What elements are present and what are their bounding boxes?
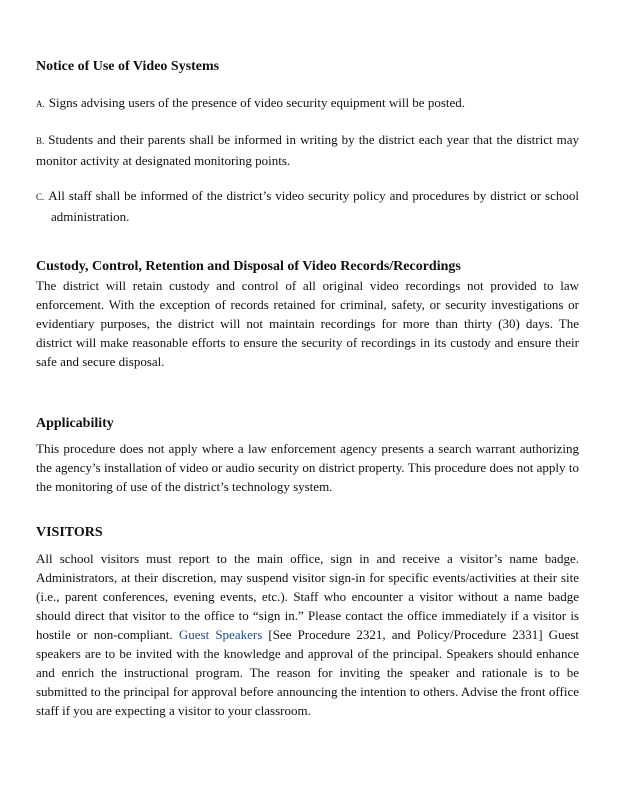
notice-section bbox=[36, 57, 579, 76]
guest-speakers-link[interactable]: Guest Speakers bbox=[178, 627, 263, 642]
item-text: Signs advising users of the presence of video security equipment will be posted. bbox=[48, 95, 466, 110]
visitors-section bbox=[36, 523, 579, 720]
visitors-body-part2: [See Procedure 2321, and Policy/Procedure 2331] Guest speakers are to be invited with the knowledge and approval of the principal. Speakers should enhance and enrich the instructional program. The reason for inviting the speaker and rationale is to be submitted to the principal for approval before announcing the intention to others. Advise the front office staff if you are expecting a visitor to your classroom. bbox=[36, 627, 580, 718]
item-text: Students and their parents shall be informed in writing by the district each year that the district may monitor activity at designated monitoring points. bbox=[36, 132, 579, 168]
notice-heading: Notice of Use of Video Systems bbox=[36, 59, 220, 74]
applicability-body: This procedure does not apply where a law enforcement agency presents a search warrant authorizing the agency’s installation of video or audio security on district property. This procedure does not apply to the monitoring of use of the district’s technology system. bbox=[36, 441, 579, 494]
notice-item-c bbox=[36, 186, 579, 226]
visitors-heading: VISITORS bbox=[36, 525, 103, 540]
applicability-heading: Applicability bbox=[36, 416, 114, 431]
item-text: All staff shall be informed of the district’s video security policy and procedures by district or school administration. bbox=[48, 188, 579, 224]
applicability-section bbox=[36, 414, 579, 496]
custody-section bbox=[36, 257, 579, 371]
visitors-body bbox=[36, 549, 579, 720]
item-marker: B. bbox=[36, 136, 45, 146]
custody-body: The district will retain custody and control of all original video recordings not provided to law enforcement. With the exception of records retained for criminal, safety, or security investigations or evidentiary purposes, the district will not maintain recordings for more than thirty (30) days. The district will make reasonable efforts to ensure the security of recordings in its custody and ensure their safe and secure disposal. bbox=[36, 278, 579, 369]
visitors-body-part1: All school visitors must report to the main office, sign in and receive a visitor’s name badge. Administrators, at their discretion, may suspend visitor sign-in for specific events/activities at their site (i.e., parent conferences, evening events, etc.). Staff who encounter a visitor without a name badge should direct that visitor to the office to “sign in.” Please contact the office immediately if a visitor is hostile or non-compliant. bbox=[36, 551, 579, 642]
custody-heading: Custody, Control, Retention and Disposal of Video Records/Recordings bbox=[36, 259, 461, 274]
item-marker: A. bbox=[36, 99, 45, 109]
notice-item-a bbox=[36, 93, 579, 114]
item-marker: C. bbox=[36, 192, 45, 202]
notice-item-b bbox=[36, 130, 579, 170]
